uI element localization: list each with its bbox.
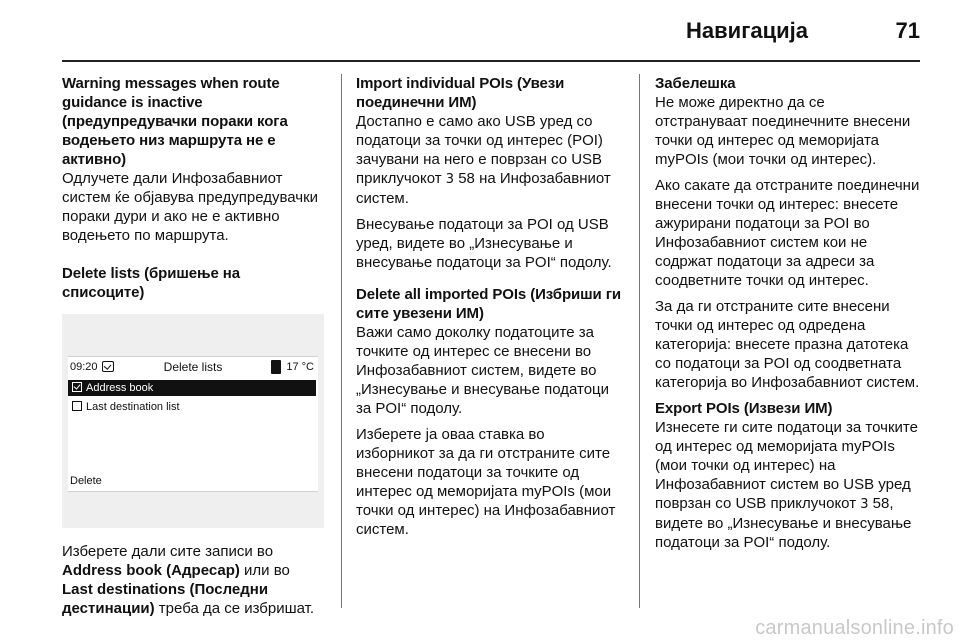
screen-temperature: 17 °C <box>286 361 314 373</box>
import-pois-text: Достапно е само ако USB уред со податоци за точки од интерес (POI) зачувани на него е поврзан со USB приклучокот 3 58 на Инфозабавниот систем. <box>356 113 611 207</box>
address-book-option[interactable] <box>68 380 316 396</box>
column-divider-1 <box>341 74 342 608</box>
page-header <box>62 18 920 58</box>
cross-reference-icon: 3 <box>860 497 869 512</box>
note-heading: Забелешка <box>655 75 736 92</box>
delete-lists-heading: Delete lists (бришење на списоците) <box>62 265 240 301</box>
export-pois-text: Изнесете ги сите податоци за точките од интерес од меморијата myPOIs (мои точки од интерес) на Инфозабавниот систем во USB уред поврзан со USB приклучокот 3 58, видете во „Изнесување и внесување податоци за POI“ подолу. <box>655 419 918 551</box>
import-pois-text-2: Внесување податоци за POI од USB уред, видете во „Изнесување и внесување податоци за POI“ подолу. <box>356 216 612 271</box>
delete-option[interactable]: Delete <box>70 475 102 487</box>
screen-time: 09:20 <box>70 361 98 373</box>
delete-all-pois-text-2: Изберете ја оваа ставка во изборникот за да ги отстраните сите внесени податоци за точките од интерес од меморијата myPOIs (мои точки од интерес) на Инфозабавниот систем. <box>356 426 616 538</box>
column-1 <box>62 74 324 625</box>
phone-icon <box>271 360 281 374</box>
column-3 <box>655 74 921 559</box>
section-title: Навигација <box>686 18 808 43</box>
page-number: 71 <box>895 18 920 43</box>
warning-messages-text: Одлучете дали Инфозабавниот систем ќе објавува предупредувачки пораки дури и ако не е активно водењето по маршрута. <box>62 170 319 244</box>
checkbox-checked-icon <box>72 382 82 392</box>
remove-category-pois-text: За да ги отстраните сите внесени точки од интерес од одредена категорија: внесете празна датотека со податоци за POI од соодветната категорија во Инфозабавниот систем. <box>655 298 920 391</box>
note-text: Не може директно да се отстрануваат поединечните внесени точки од интерес од меморијата myPOIs (мои точки од интерес). <box>655 94 911 168</box>
last-destination-list-option[interactable] <box>68 399 316 415</box>
checkbox-unchecked-icon <box>72 401 82 411</box>
screen-title: Delete lists <box>163 360 223 374</box>
select-lists-text: Изберете дали сите записи во Address book (Адресар) или во Last destinations (Последни дестинации) треба да се избришат. <box>62 543 315 617</box>
delete-all-pois-heading: Delete all imported POIs (Избриши ги сите увезени ИМ) <box>356 286 621 322</box>
delete-lists-screen <box>62 314 324 528</box>
watermark: carmanualsonline.info <box>755 617 954 639</box>
last-destinations-term: Last destinations (Последни дестинации) <box>62 581 269 617</box>
remove-single-pois-text: Ако сакате да отстраните поединечни внесени точки од интерес: внесете ажурирани податоци за POI во Инфозабавниот систем кои не содржат податоци за адреси за соодветните точки од интерес. <box>655 177 920 289</box>
import-pois-heading: Import individual POIs (Увези поединечни ИМ) <box>356 75 565 111</box>
delete-all-pois-text: Важи само доколку податоците за точките од интерес се внесени во Инфозабавниот систем, видете во „Изнесување и внесување податоци за POI“ подолу. <box>356 324 610 417</box>
address-book-term: Address book (Адресар) <box>62 562 240 579</box>
screen-status-bar <box>68 356 318 378</box>
last-destination-list-label: Last destination list <box>86 401 180 413</box>
warning-messages-heading: Warning messages when route guidance is inactive (предупредувачки пораки кога водењето низ маршрута не е активно) <box>62 75 288 168</box>
cross-reference-icon: 3 <box>445 172 455 187</box>
column-divider-2 <box>639 74 640 608</box>
header-divider <box>62 60 920 62</box>
export-pois-heading: Export POIs (Извези ИМ) <box>655 400 833 417</box>
column-2 <box>356 74 624 546</box>
address-book-label: Address book <box>86 382 154 394</box>
